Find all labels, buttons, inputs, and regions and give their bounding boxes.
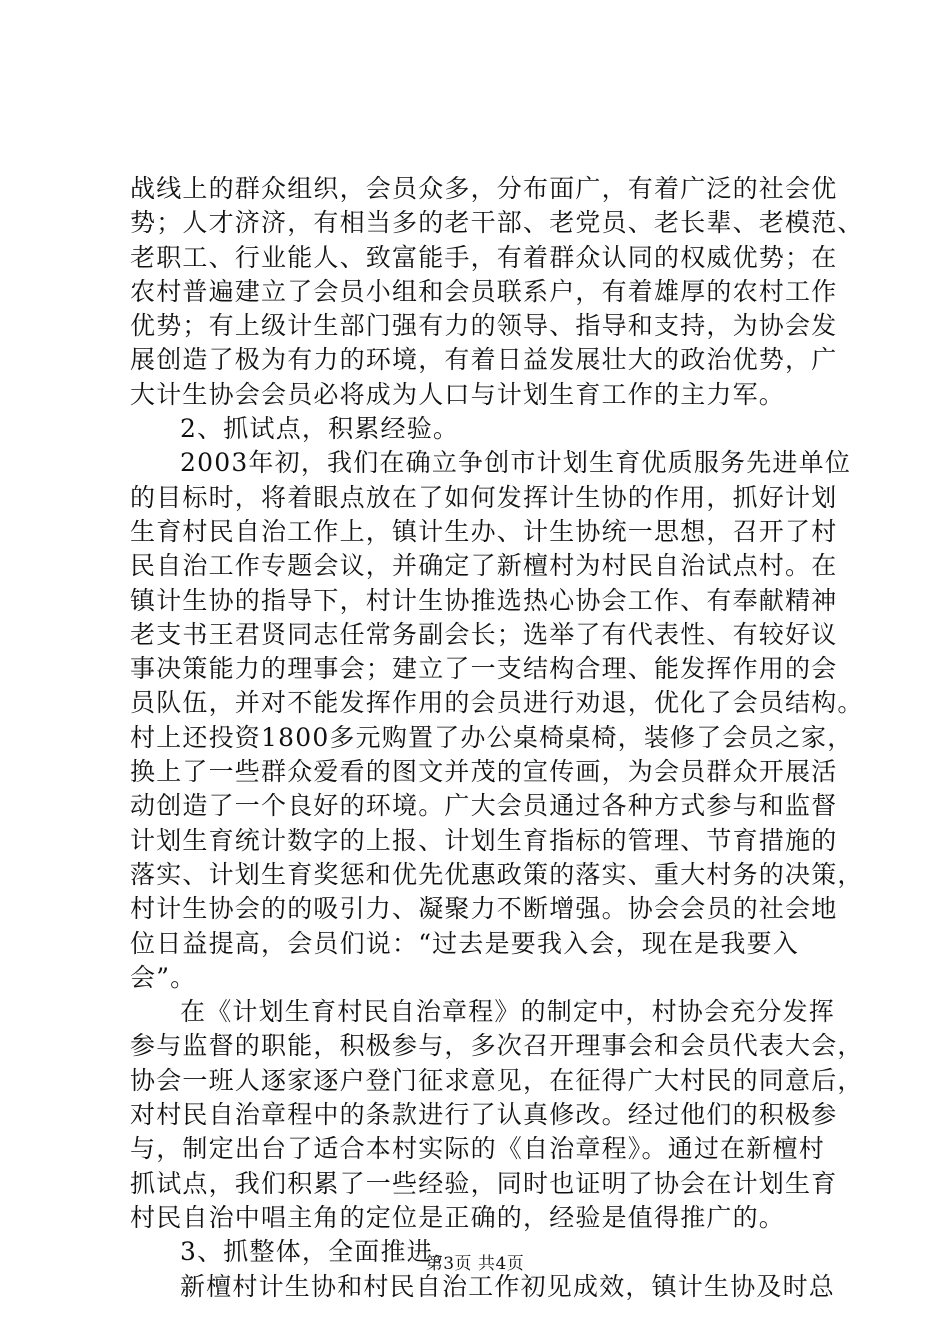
text-line: 动创造了一个良好的环境。广大会员通过各种方式参与和监督: [130, 791, 838, 821]
text-line: 参与监督的职能，积极参与，多次召开理事会和会员代表大会，: [130, 1031, 864, 1061]
text-line: 计划生育统计数字的上报、计划生育指标的管理、节育措施的: [130, 825, 838, 855]
text-line: 镇计生协的指导下，村计生协推选热心协会工作、有奉献精神: [130, 585, 838, 615]
text-line: 老支书王君贤同志任常务副会长；选举了有代表性、有较好议: [130, 619, 838, 649]
text-line: 在《计划生育村民自治章程》的制定中，村协会充分发挥: [180, 997, 836, 1027]
text-line: 员队伍，并对不能发挥作用的会员进行劝退，优化了会员结构。: [130, 688, 864, 718]
text-line: 协会一班人逐家逐户登门征求意见，在征得广大村民的同意后，: [130, 1065, 864, 1095]
text-line: 战线上的群众组织，会员众多，分布面广，有着广泛的社会优: [130, 174, 838, 203]
text-line: 大计生协会会员必将成为人口与计划生育工作的主力军。: [130, 379, 786, 409]
text-line: 与，制定出台了适合本村实际的《自治章程》。通过在新檀村: [130, 1134, 825, 1164]
text-line: 村民自治中唱主角的定位是正确的，经验是值得推广的。: [130, 1202, 786, 1232]
text-line: 2003年初，我们在确立争创市计划生育优质服务先进单位: [180, 448, 852, 478]
text-line: 事决策能力的理事会；建立了一支结构合理、能发挥作用的会: [130, 654, 838, 684]
text-line: 村计生协会的的吸引力、凝聚力不断增强。协会会员的社会地: [130, 894, 838, 924]
page-footer: 第3页 共4页: [425, 1254, 525, 1274]
text-line: 抓试点，我们积累了一些经验，同时也证明了协会在计划生育: [130, 1168, 838, 1198]
text-line: 会”。: [130, 962, 197, 992]
text-line: 换上了一些群众爱看的图文并茂的宣传画，为会员群众开展活: [130, 757, 838, 787]
text-line: 落实、计划生育奖惩和优先优惠政策的落实、重大村务的决策，: [130, 859, 864, 889]
text-line: 的目标时，将着眼点放在了如何发挥计生协的作用，抓好计划: [130, 482, 838, 512]
text-line: 势；人才济济，有相当多的老干部、老党员、老长辈、老模范、: [130, 208, 864, 238]
text-line: 生育村民自治工作上，镇计生办、计生协统一思想，召开了村: [130, 516, 838, 546]
text-line: 新檀村计生协和村民自治工作初见成效，镇计生协及时总: [180, 1271, 836, 1301]
text-line: 位日益提高，会员们说：“过去是要我入会，现在是我要入: [130, 928, 799, 958]
section-heading: 2、抓试点，积累经验。: [180, 414, 460, 444]
text-line: 对村民自治章程中的条款进行了认真修改。经过他们的积极参: [130, 1100, 838, 1130]
text-line: 展创造了极为有力的环境，有着日益发展壮大的政治优势，广: [130, 345, 838, 375]
text-line: 老职工、行业能人、致富能手，有着群众认同的权威优势；在: [130, 242, 838, 272]
text-line: 农村普遍建立了会员小组和会员联系户，有着雄厚的农村工作: [130, 276, 838, 306]
document-body: [130, 172, 864, 1304]
text-line: 民自治工作专题会议，并确定了新檀村为村民自治试点村。在: [130, 551, 838, 581]
text-line: 优势；有上级计生部门强有力的领导、指导和支持，为协会发: [130, 311, 838, 341]
section-heading: 3、抓整体，全面推进。: [180, 1237, 460, 1267]
text-line: 村上还投资1800多元购置了办公桌椅桌椅，装修了会员之家，: [130, 722, 854, 752]
